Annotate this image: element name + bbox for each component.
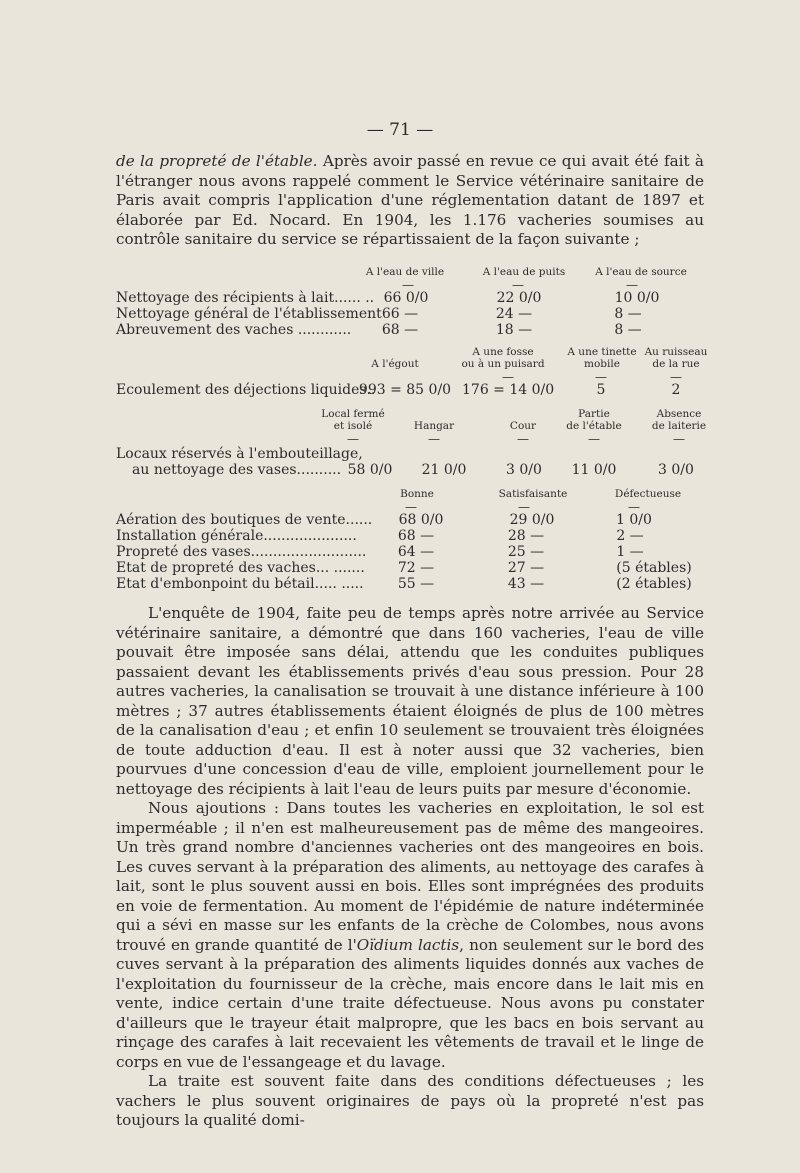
paragraph-text: , non seulement sur le bord des cuves servant à la préparation des aliments liquides donnés aux vaches de l'exploitation du fournisseur de la crèche, mais encore dans le lait mis en vente, indice certain d'une traite défectueuse. Nous avons pu constater d'ailleurs que le trayeur était malpropre, que les bacs en bois servant au rinçage des carafes à lait recevaient les vêtements de travail et le linge de corps en vue de l'essangeage et du lavage.: [116, 935, 704, 1071]
t2-header-line: A une fosse: [472, 346, 534, 358]
t4-cell: 43 —: [507, 576, 545, 592]
t2-header-line: de la rue: [652, 358, 700, 370]
t4-cell: (2 étables): [616, 576, 692, 592]
t2-header: A l'égout: [371, 358, 419, 370]
t4-cell: (5 étables): [616, 560, 692, 576]
t4-row-label: Etat de propreté des vaches... .......: [116, 560, 365, 576]
t3-cell: 58 0/0: [347, 462, 393, 478]
t3-header-line: Partie: [578, 408, 610, 420]
t2-header-line: A une tinette: [567, 346, 637, 358]
t3-dash: —: [673, 432, 685, 446]
t3-header: [640, 408, 718, 432]
t4-header-bonne: Bonne: [400, 488, 434, 500]
t1-dash: —: [512, 278, 524, 292]
italic-term: Oïdium lactis: [356, 935, 460, 954]
t2-header: [638, 346, 714, 370]
t3-header-line: de l'étable: [566, 420, 622, 432]
t1-row-label: Abreuvement des vaches ............: [116, 322, 352, 338]
t4-cell: 68 0/0: [398, 512, 444, 528]
t4-row-label: Installation générale.....................: [116, 528, 357, 544]
t2-dash: —: [670, 370, 682, 384]
t4-dash: —: [628, 500, 640, 514]
t3-label-line2: au nettoyage des vases..........: [132, 462, 342, 478]
t1-cell: 8 —: [614, 322, 642, 338]
t3-header-line: Local fermé: [321, 408, 385, 420]
t2-cell: 176 = 14 0/0: [462, 382, 555, 398]
t3-cell: 11 0/0: [571, 462, 617, 478]
t4-cell: 55 —: [397, 576, 435, 592]
t4-cell: 25 —: [507, 544, 545, 560]
t2-dash: —: [502, 370, 514, 384]
paragraph: La traite est souvent faite dans des conditions défectueuses ; les vachers le plus souvent originaires de pays où la propreté n'est pas toujours la qualité domi-: [116, 1072, 704, 1129]
t2-header: [448, 346, 558, 370]
t1-cell: 66 —: [381, 306, 419, 322]
t1-cell: 18 —: [495, 322, 533, 338]
t1-dash: —: [626, 278, 638, 292]
t3-header: [556, 408, 632, 432]
paragraph-text: Nous ajoutions : Dans toutes les vacheries en exploitation, le sol est imperméable ; il n'en est malheureusement pas de même des mangeoires. Un très grand nombre d'anciennes vacheries ont des mangeoires en bois. Les cuves servant à la préparation des aliments, au nettoyage des carafes à lait, sont le plus souvent aussi en bois. Elles sont imprégnées des produits en voie de fermentation. Au moment de l'épidémie de nature indéterminée qui a sévi en masse sur les enfants de la crèche de Colombes, nous avons trouvé en grande quantité de l': [116, 799, 704, 954]
t3-dash: —: [517, 432, 529, 446]
t4-cell: 64 —: [397, 544, 435, 560]
t4-header-defectueuse: Défectueuse: [614, 488, 682, 500]
t3-label-line1: Locaux réservés à l'embouteillage,: [116, 446, 363, 462]
t4-cell: 72 —: [397, 560, 435, 576]
t2-dash: —: [595, 370, 607, 384]
t4-cell: 1 0/0: [616, 512, 652, 528]
t4-cell: 29 0/0: [509, 512, 555, 528]
t2-cell: 5: [596, 382, 606, 398]
t3-cell: 21 0/0: [421, 462, 467, 478]
t4-cell: 28 —: [507, 528, 545, 544]
t1-row-label: Nettoyage général de l'établissement: [116, 306, 382, 322]
t4-dash: —: [405, 500, 417, 514]
t4-header-satisfaisante: Satisfaisante: [498, 488, 568, 500]
t1-header-ville: A l'eau de ville: [365, 266, 445, 278]
t1-row-label: Nettoyage des récipients à lait...... ..: [116, 290, 375, 306]
t3-cell: 3 0/0: [658, 462, 694, 478]
t1-header-puits: A l'eau de puits: [482, 266, 566, 278]
t4-row-label: Etat d'embonpoint du bétail..... .....: [116, 576, 364, 592]
t2-header-line: ou à un puisard: [461, 358, 545, 370]
t4-cell: 2 —: [616, 528, 644, 544]
t2-header-line: mobile: [584, 358, 620, 370]
t4-dash: —: [518, 500, 530, 514]
t1-dash: —: [402, 278, 414, 292]
paragraph: [116, 799, 704, 1072]
paragraph: L'enquête de 1904, faite peu de temps après notre arrivée au Service vétérinaire sanitaire, a démontré que dans 160 vacheries, l'eau de ville pouvait être imposée sans délai, attendu que les conduites publiques passaient devant les établissements privés d'eau sous pression. Pour 28 autres vacheries, la canalisation se trouvait à une distance inférieure à 100 mètres ; 37 autres établissements étaient éloignés de plus de 100 mètres de la canalisation d'eau ; et enfin 10 seulement se trouvaient très éloignées de toute adduction d'eau. Il est à noter aussi que 32 vacheries, bien pourvues d'une concession d'eau de ville, emploient journellement pour le nettoyage des récipients à lait l'eau de leurs puits par mesure d'économie.: [116, 604, 704, 798]
t3-header-line: de laiterie: [651, 420, 707, 432]
t1-cell: 68 —: [381, 322, 419, 338]
t3-header-line: et isolé: [333, 420, 373, 432]
t1-cell: 22 0/0: [496, 290, 542, 306]
t4-row-label: Aération des boutiques de vente......: [116, 512, 373, 528]
t4-cell: 1 —: [616, 544, 644, 560]
t2-cell: 2: [671, 382, 681, 398]
t3-cell: 3 0/0: [506, 462, 542, 478]
t3-header: Hangar: [413, 420, 455, 432]
t2-header: [562, 346, 642, 370]
t1-cell: 66 0/0: [383, 290, 429, 306]
intro-lead: de la propreté de l'étable.: [116, 152, 318, 170]
t1-cell: 24 —: [495, 306, 533, 322]
t3-header-line: Absence: [656, 408, 702, 420]
t2-header-line: Au ruisseau: [644, 346, 708, 358]
t3-header: [314, 408, 392, 432]
t2-row-label: Ecoulement des déjections liquides..: [116, 382, 376, 398]
t1-cell: 10 0/0: [614, 290, 660, 306]
t3-header: Cour: [509, 420, 537, 432]
t3-dash: —: [347, 432, 359, 446]
t1-cell: 8 —: [614, 306, 642, 322]
page-number: — 71 —: [366, 120, 434, 140]
t4-cell: 68 —: [397, 528, 435, 544]
t1-header-source: A l'eau de source: [595, 266, 687, 278]
t4-cell: 27 —: [507, 560, 545, 576]
t2-cell: 993 = 85 0/0: [358, 382, 452, 398]
t3-dash: —: [588, 432, 600, 446]
intro-text: Après avoir passé en revue ce qui avait été fait à l'étranger nous avons rappelé comment le Service vétérinaire sanitaire de Paris avait compris l'application d'une réglementation datant de 1897 et élaborée par Ed. Nocard. En 1904, les 1.176 vacheries soumises au contrôle sanitaire du service se répartissaient de la façon suivante ;: [116, 152, 704, 249]
body-text: [116, 604, 704, 1131]
t4-row-label: Propreté des vases..........................: [116, 544, 367, 560]
t3-dash: —: [428, 432, 440, 446]
